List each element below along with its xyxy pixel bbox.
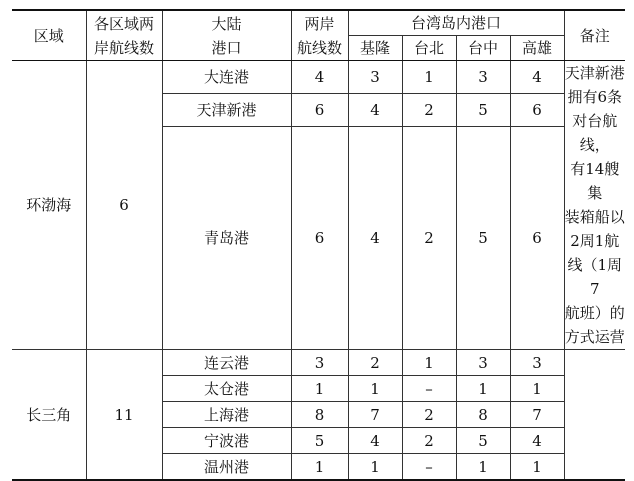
header-region-routes: 各区域两 岸航线数	[86, 10, 162, 61]
taichung-cell: 5	[456, 93, 510, 126]
keelung-cell: 1	[348, 376, 402, 402]
table-row	[12, 61, 625, 94]
keelung-cell: 4	[348, 126, 402, 349]
header-note: 备注	[564, 10, 625, 61]
kaohsiung-cell: 1	[510, 454, 564, 481]
region-cell: 环渤海	[12, 61, 86, 350]
header-region: 区域	[12, 10, 86, 61]
port-cell: 青岛港	[162, 126, 291, 349]
routes-table-container	[12, 9, 625, 481]
kaohsiung-cell: 3	[510, 350, 564, 376]
kaohsiung-cell: 4	[510, 428, 564, 454]
keelung-cell: 1	[348, 454, 402, 481]
keelung-cell: 2	[348, 350, 402, 376]
taichung-cell: 3	[456, 61, 510, 94]
port-cell: 温州港	[162, 454, 291, 481]
header-taichung: 台中	[456, 36, 510, 61]
routes-cell: 8	[291, 402, 348, 428]
taipei-cell: 1	[402, 350, 456, 376]
header-kaohsiung: 高雄	[510, 36, 564, 61]
note-cell: 天津新港 拥有6条 对台航线， 有14艘集 装箱船以 2周1航 线（1周7 航班）的 方式运营	[564, 61, 625, 350]
region-total-cell: 6	[86, 61, 162, 350]
taichung-cell: 1	[456, 376, 510, 402]
taipei-cell: 1	[402, 61, 456, 94]
cross-strait-routes-table	[12, 9, 625, 481]
kaohsiung-cell: 6	[510, 126, 564, 349]
taipei-cell: 2	[402, 428, 456, 454]
region-total-cell: 11	[86, 350, 162, 481]
region-cell: 长三角	[12, 350, 86, 481]
routes-cell: 6	[291, 93, 348, 126]
routes-cell: 6	[291, 126, 348, 349]
kaohsiung-cell: 1	[510, 376, 564, 402]
header-keelung: 基隆	[348, 36, 402, 61]
port-cell: 天津新港	[162, 93, 291, 126]
kaohsiung-cell: 4	[510, 61, 564, 94]
note-cell-empty	[564, 350, 625, 481]
table-row	[12, 350, 625, 376]
taichung-cell: 5	[456, 428, 510, 454]
taipei-cell: 2	[402, 93, 456, 126]
header-mainland-port: 大陆 港口	[162, 10, 291, 61]
keelung-cell: 7	[348, 402, 402, 428]
taipei-cell: –	[402, 454, 456, 481]
port-cell: 大连港	[162, 61, 291, 94]
port-cell: 上海港	[162, 402, 291, 428]
keelung-cell: 3	[348, 61, 402, 94]
taipei-cell: 2	[402, 126, 456, 349]
header-taipei: 台北	[402, 36, 456, 61]
routes-cell: 4	[291, 61, 348, 94]
keelung-cell: 4	[348, 93, 402, 126]
kaohsiung-cell: 6	[510, 93, 564, 126]
port-cell: 宁波港	[162, 428, 291, 454]
taipei-cell: 2	[402, 402, 456, 428]
keelung-cell: 4	[348, 428, 402, 454]
taichung-cell: 3	[456, 350, 510, 376]
taichung-cell: 8	[456, 402, 510, 428]
routes-cell: 3	[291, 350, 348, 376]
routes-cell: 1	[291, 376, 348, 402]
port-cell: 连云港	[162, 350, 291, 376]
taichung-cell: 5	[456, 126, 510, 349]
taipei-cell: –	[402, 376, 456, 402]
taichung-cell: 1	[456, 454, 510, 481]
header-cross-strait-routes: 两岸 航线数	[291, 10, 348, 61]
routes-cell: 1	[291, 454, 348, 481]
header-taiwan-ports: 台湾岛内港口	[348, 10, 564, 36]
routes-cell: 5	[291, 428, 348, 454]
kaohsiung-cell: 7	[510, 402, 564, 428]
port-cell: 太仓港	[162, 376, 291, 402]
header-row-1	[12, 10, 625, 36]
